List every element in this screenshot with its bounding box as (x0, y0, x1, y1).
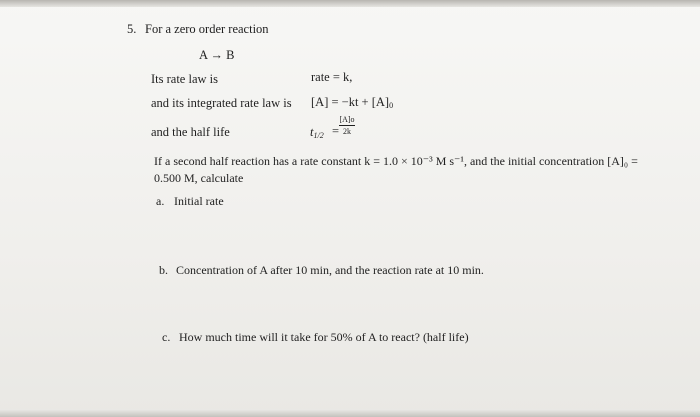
half-life-denominator: 2k (343, 127, 351, 136)
rate-law-label: Its rate law is (151, 72, 218, 86)
half-life-label: and the half life (151, 125, 230, 139)
given-conditions-line2: 0.500 M, calculate (154, 171, 244, 185)
part-a-letter: a. (156, 194, 165, 208)
reaction-equation: A → B (199, 48, 235, 62)
integrated-expr-subscript: 0 (389, 101, 394, 110)
half-life-t: t (310, 125, 314, 139)
given-conditions-line1: If a second half reaction has a rate constant k = 1.0 × 10⁻³ M s⁻¹, and the initial concentration [A]₀ = (154, 154, 638, 168)
rate-law-expression: rate = k, (311, 70, 353, 84)
half-life-numerator: [A]o (339, 115, 355, 124)
part-c-question: How much time will it take for 50% of A to react? (half life) (179, 330, 469, 344)
integrated-rate-law-expression (311, 94, 393, 114)
half-life-fraction (339, 115, 355, 136)
half-life-t-subscript: 1/2 (313, 131, 324, 140)
part-c-letter: c. (162, 330, 171, 344)
problem-intro: For a zero order reaction (145, 22, 269, 36)
fraction-bar (339, 125, 355, 126)
problem-number: 5. (127, 22, 137, 36)
part-b-question: Concentration of A after 10 min, and the reaction rate at 10 min. (176, 263, 484, 277)
integrated-rate-law-label: and its integrated rate law is (151, 96, 292, 110)
half-life-lhs (310, 124, 324, 144)
page-top-shadow (0, 0, 700, 7)
integrated-expr-main: [A] = −kt + [A] (311, 95, 390, 109)
part-a-question: Initial rate (174, 194, 224, 208)
page-bottom-shadow (0, 409, 700, 417)
part-b-letter: b. (159, 263, 168, 277)
half-life-equals: = (332, 124, 340, 138)
